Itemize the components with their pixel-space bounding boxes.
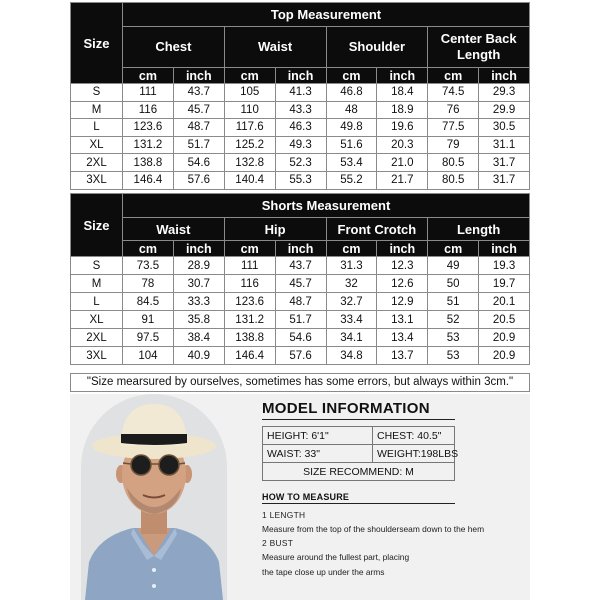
title-divider [262,419,455,420]
measurement-cell: 34.8 [326,347,377,365]
model-weight: WEIGHT:198LBS [373,445,455,463]
size-cell: 2XL [71,329,123,347]
measurement-cell: 77.5 [428,119,479,137]
measurement-cell: 41.3 [275,84,326,102]
top-table-body [71,84,530,190]
model-information-table [262,426,459,481]
column-header: Waist [224,27,326,68]
column-header: Center Back Length [428,27,530,68]
measurement-cell: 29.3 [479,84,530,102]
unit-header: inch [173,241,224,257]
measurement-cell: 57.6 [173,171,224,189]
measurement-cell: 51.6 [326,136,377,154]
measurement-cell: 116 [123,101,174,119]
measurement-cell: 13.7 [377,347,428,365]
measurement-cell: 51.7 [173,136,224,154]
model-height: HEIGHT: 6'1" [263,427,373,445]
measurement-cell: 48 [326,101,377,119]
size-header: Size [71,194,123,257]
measurement-cell: 29.9 [479,101,530,119]
measurement-cell: 54.6 [275,329,326,347]
unit-header: inch [173,68,224,84]
size-cell: 2XL [71,154,123,172]
measurement-cell: 146.4 [123,171,174,189]
measurement-cell: 32 [326,275,377,293]
model-information-title: MODEL INFORMATION [262,400,430,417]
unit-header: inch [377,68,428,84]
measurement-cell: 51.7 [275,311,326,329]
unit-header: inch [479,241,530,257]
size-cell: M [71,101,123,119]
measurement-cell: 57.6 [275,347,326,365]
measurement-cell: 54.6 [173,154,224,172]
measurement-cell: 18.4 [377,84,428,102]
measurement-cell: 97.5 [123,329,174,347]
measurement-cell: 73.5 [123,257,174,275]
column-header: Chest [123,27,225,68]
measurement-cell: 138.8 [224,329,275,347]
measurement-cell: 140.4 [224,171,275,189]
measurement-cell: 74.5 [428,84,479,102]
measurement-cell: 138.8 [123,154,174,172]
model-chest: CHEST: 40.5" [373,427,455,445]
size-recommendation: SIZE RECOMMEND: M [263,463,455,481]
measurement-cell: 53.4 [326,154,377,172]
step-bust-text: the tape close up under the arms [262,567,385,577]
measurement-cell: 55.3 [275,171,326,189]
table-row [71,154,530,172]
size-header: Size [71,3,123,84]
measurement-cell: 19.7 [479,275,530,293]
size-cell: 3XL [71,171,123,189]
unit-header: cm [123,241,174,257]
step-length-text: Measure from the top of the shoulderseam down to the hem [262,524,485,534]
unit-header: inch [377,241,428,257]
table-row [71,84,530,102]
measurement-cell: 50 [428,275,479,293]
measurement-cell: 20.3 [377,136,428,154]
measurement-cell: 131.2 [123,136,174,154]
size-cell: M [71,275,123,293]
model-photo [81,394,227,600]
measurement-cell: 12.9 [377,293,428,311]
table-row [71,119,530,137]
column-header: Front Crotch [326,218,428,241]
measurement-cell: 146.4 [224,347,275,365]
unit-header: cm [326,241,377,257]
measurement-cell: 110 [224,101,275,119]
measurement-cell: 131.2 [224,311,275,329]
measurement-cell: 125.2 [224,136,275,154]
measurement-cell: 123.6 [123,119,174,137]
shorts-table-body [71,257,530,365]
measurement-cell: 30.5 [479,119,530,137]
measurement-cell: 49.8 [326,119,377,137]
table-row [71,311,530,329]
size-cell: S [71,84,123,102]
table-row [71,293,530,311]
measurement-cell: 20.5 [479,311,530,329]
size-disclaimer-note: "Size mearsured by ourselves, sometimes has some errors, but always within 3cm." [70,373,530,392]
step-bust-title: 2 BUST [262,538,294,548]
measurement-cell: 52.3 [275,154,326,172]
measurement-cell: 32.7 [326,293,377,311]
table-row [71,275,530,293]
column-header: Length [428,218,530,241]
measurement-cell: 35.8 [173,311,224,329]
measurement-cell: 19.3 [479,257,530,275]
measurement-cell: 28.9 [173,257,224,275]
measurement-cell: 18.9 [377,101,428,119]
measurement-cell: 52 [428,311,479,329]
size-cell: 3XL [71,347,123,365]
unit-header: cm [428,241,479,257]
table-row [71,347,530,365]
table-row [71,329,530,347]
unit-header: inch [479,68,530,84]
measurement-cell: 33.4 [326,311,377,329]
measurement-cell: 34.1 [326,329,377,347]
measurement-cell: 49.3 [275,136,326,154]
measurement-cell: 33.3 [173,293,224,311]
table-row [71,171,530,189]
measurement-cell: 111 [224,257,275,275]
measurement-cell: 45.7 [173,101,224,119]
measurement-cell: 31.7 [479,171,530,189]
size-cell: XL [71,311,123,329]
measurement-cell: 55.2 [326,171,377,189]
measurement-cell: 53 [428,347,479,365]
measurement-cell: 111 [123,84,174,102]
measurement-cell: 45.7 [275,275,326,293]
measurement-cell: 78 [123,275,174,293]
measurement-cell: 19.6 [377,119,428,137]
measurement-cell: 105 [224,84,275,102]
measurement-cell: 79 [428,136,479,154]
column-header: Hip [224,218,326,241]
measurement-cell: 51 [428,293,479,311]
measurement-cell: 13.1 [377,311,428,329]
measurement-cell: 48.7 [173,119,224,137]
unit-header: inch [275,68,326,84]
how-to-measure-title: HOW TO MEASURE [262,492,350,502]
measurement-cell: 132.8 [224,154,275,172]
unit-header: cm [224,241,275,257]
measurement-cell: 38.4 [173,329,224,347]
measurement-cell: 46.3 [275,119,326,137]
column-header: Shoulder [326,27,428,68]
unit-header: cm [123,68,174,84]
measurement-cell: 43.7 [275,257,326,275]
size-cell: L [71,119,123,137]
measurement-cell: 49 [428,257,479,275]
model-waist: WAIST: 33" [263,445,373,463]
measurement-cell: 31.1 [479,136,530,154]
measurement-cell: 43.7 [173,84,224,102]
measurement-cell: 117.6 [224,119,275,137]
table-row [71,257,530,275]
table-title: Shorts Measurement [123,194,530,218]
measurement-cell: 31.3 [326,257,377,275]
unit-header: cm [428,68,479,84]
measurement-cell: 12.6 [377,275,428,293]
table-row [71,101,530,119]
measurement-cell: 80.5 [428,171,479,189]
size-cell: L [71,293,123,311]
size-cell: XL [71,136,123,154]
measurement-cell: 91 [123,311,174,329]
measurement-cell: 21.7 [377,171,428,189]
measurement-cell: 123.6 [224,293,275,311]
column-header: Waist [123,218,225,241]
unit-header: cm [326,68,377,84]
unit-header: inch [275,241,326,257]
measurement-cell: 43.3 [275,101,326,119]
measurement-cell: 20.9 [479,329,530,347]
measurement-cell: 20.1 [479,293,530,311]
shorts-measurement-table [70,193,530,365]
measurement-cell: 48.7 [275,293,326,311]
measurement-cell: 31.7 [479,154,530,172]
measurement-cell: 20.9 [479,347,530,365]
measurement-cell: 12.3 [377,257,428,275]
measurement-cell: 80.5 [428,154,479,172]
table-title: Top Measurement [123,3,530,27]
measurement-cell: 84.5 [123,293,174,311]
top-measurement-table [70,2,530,190]
measurement-cell: 53 [428,329,479,347]
measurement-cell: 104 [123,347,174,365]
measurement-cell: 21.0 [377,154,428,172]
size-cell: S [71,257,123,275]
model-illustration [81,394,227,600]
unit-header: cm [224,68,275,84]
measurement-cell: 76 [428,101,479,119]
title-divider [262,503,455,504]
measurement-cell: 40.9 [173,347,224,365]
measurement-cell: 116 [224,275,275,293]
measurement-cell: 30.7 [173,275,224,293]
step-bust-text: Measure around the fullest part, placing [262,552,410,562]
table-row [71,136,530,154]
step-length-title: 1 LENGTH [262,510,306,520]
measurement-cell: 13.4 [377,329,428,347]
measurement-cell: 46.8 [326,84,377,102]
